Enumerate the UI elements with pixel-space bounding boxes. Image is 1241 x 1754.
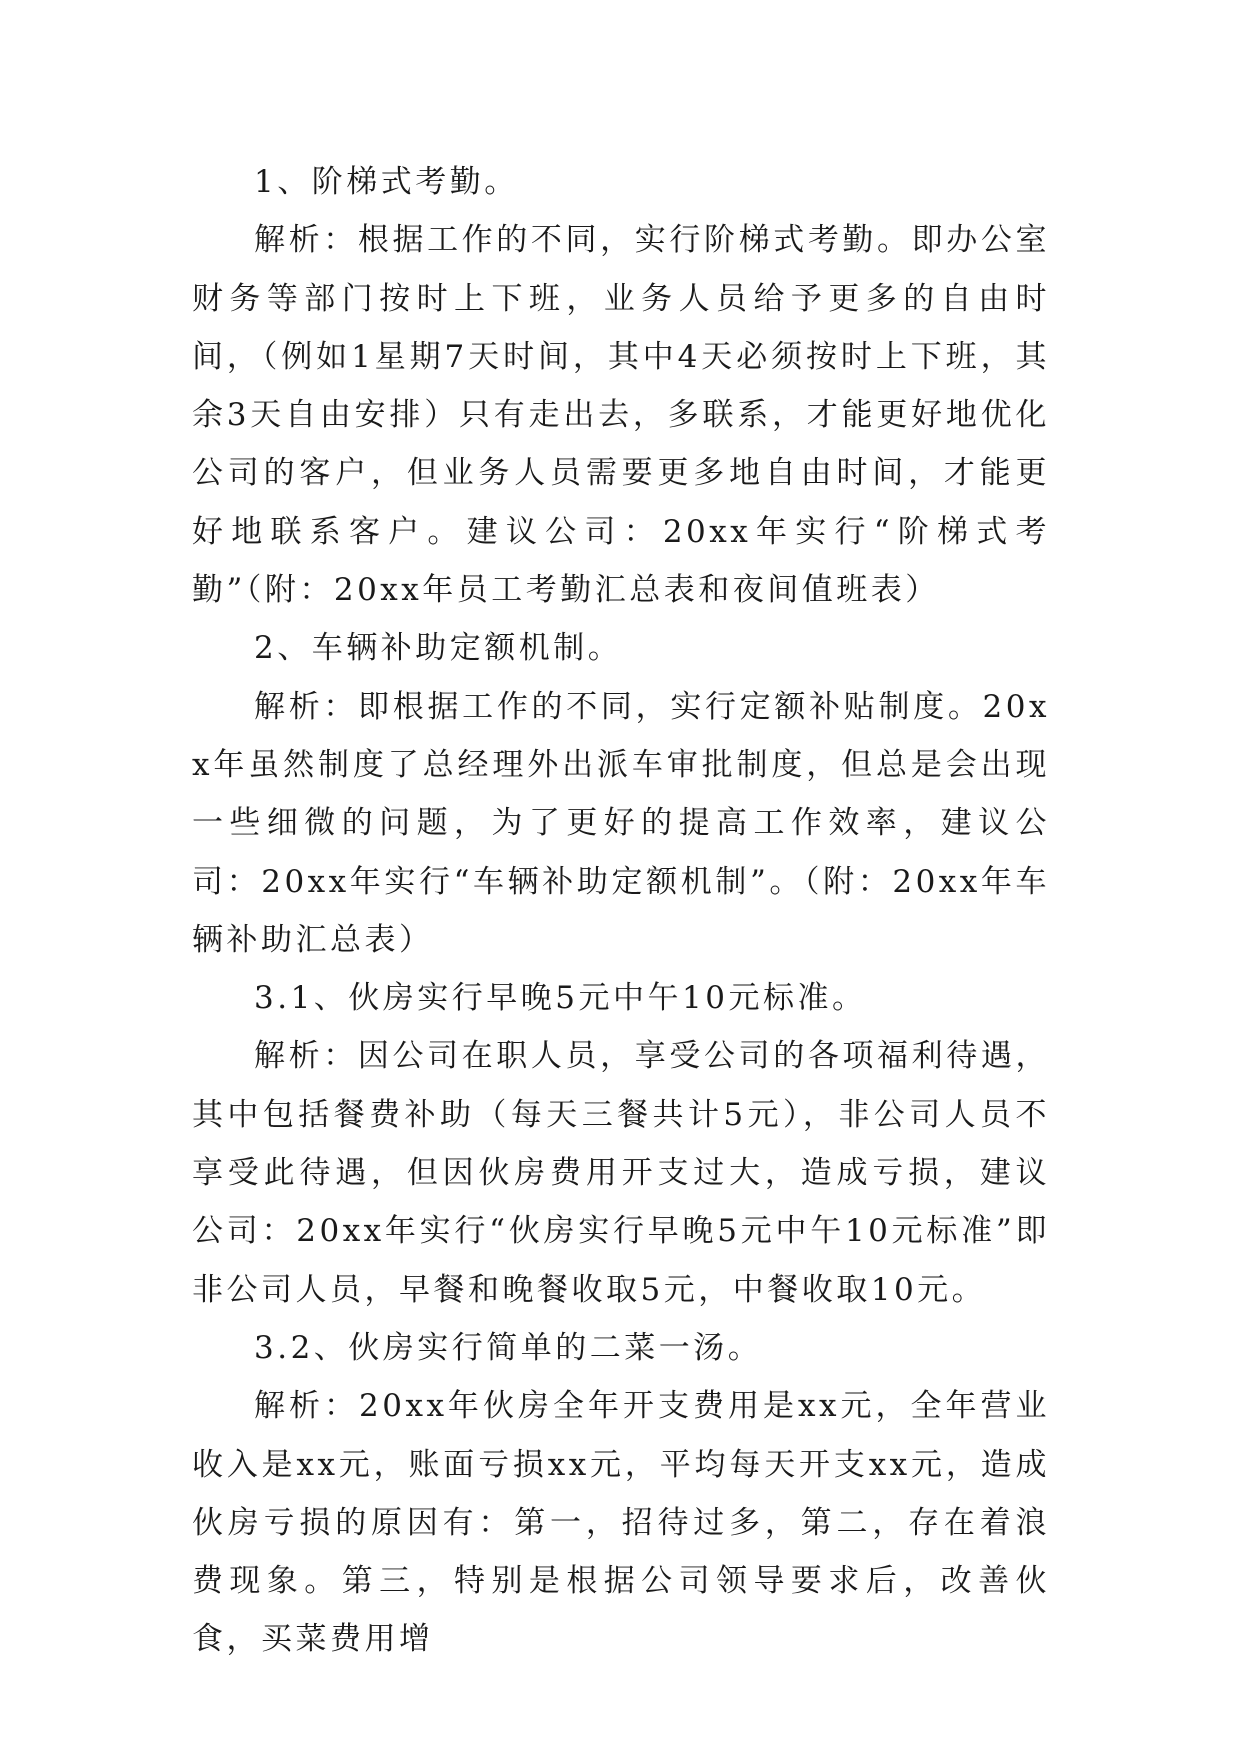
analysis-vehicle-subsidy: 解析：即根据工作的不同，实行定额补贴制度。20xx年虽然制度了总经理外出派车审批制度，但总是会出现一些细微的问题，为了更好的提高工作效率，建议公司：20xx年实行“车辆补助定额机制”。（附：20xx年车辆补助汇总表） xyxy=(192,688,1050,958)
analysis-canteen-standard: 解析：因公司在职人员，享受公司的各项福利待遇，其中包括餐费补助（每天三餐共计5元），非公司人员不享受此待遇，但因伙房费用开支过大，造成亏损，建议公司：20xx年实行“伙房实行早晚5元中午10元标准”即非公司人员，早餐和晚餐收取5元，中餐收取10元。 xyxy=(192,1038,1050,1308)
analysis-attendance: 解析：根据工作的不同，实行阶梯式考勤。即办公室财务等部门按时上下班，业务人员给予更多的自由时间，（例如1星期7天时间，其中4天必须按时上下班，其余3天自由安排）只有走出去，多联系，才能更好地优化公司的客户，但业务人员需要更多地自由时间，才能更好地联系客户。建议公司：20xx年实行“阶梯式考勤”（附：20xx年员工考勤汇总表和夜间值班表） xyxy=(192,222,1050,609)
heading-canteen-menu: 3.2、伙房实行简单的二菜一汤。 xyxy=(254,1329,763,1366)
heading-canteen-standard: 3.1、伙房实行早晚5元中午10元标准。 xyxy=(254,980,867,1017)
analysis-canteen-menu: 解析：20xx年伙房全年开支费用是xx元，全年营业收入是xx元，账面亏损xx元，平均每天开支xx元，造成伙房亏损的原因有：第一，招待过多，第二，存在着浪费现象。第三，特别是根据公司领导要求后，改善伙食，买菜费用增 xyxy=(192,1388,1050,1658)
document-body xyxy=(192,153,1050,1669)
heading-vehicle-subsidy: 2、车辆补助定额机制。 xyxy=(254,630,623,667)
heading-attendance: 1、阶梯式考勤。 xyxy=(254,164,519,200)
